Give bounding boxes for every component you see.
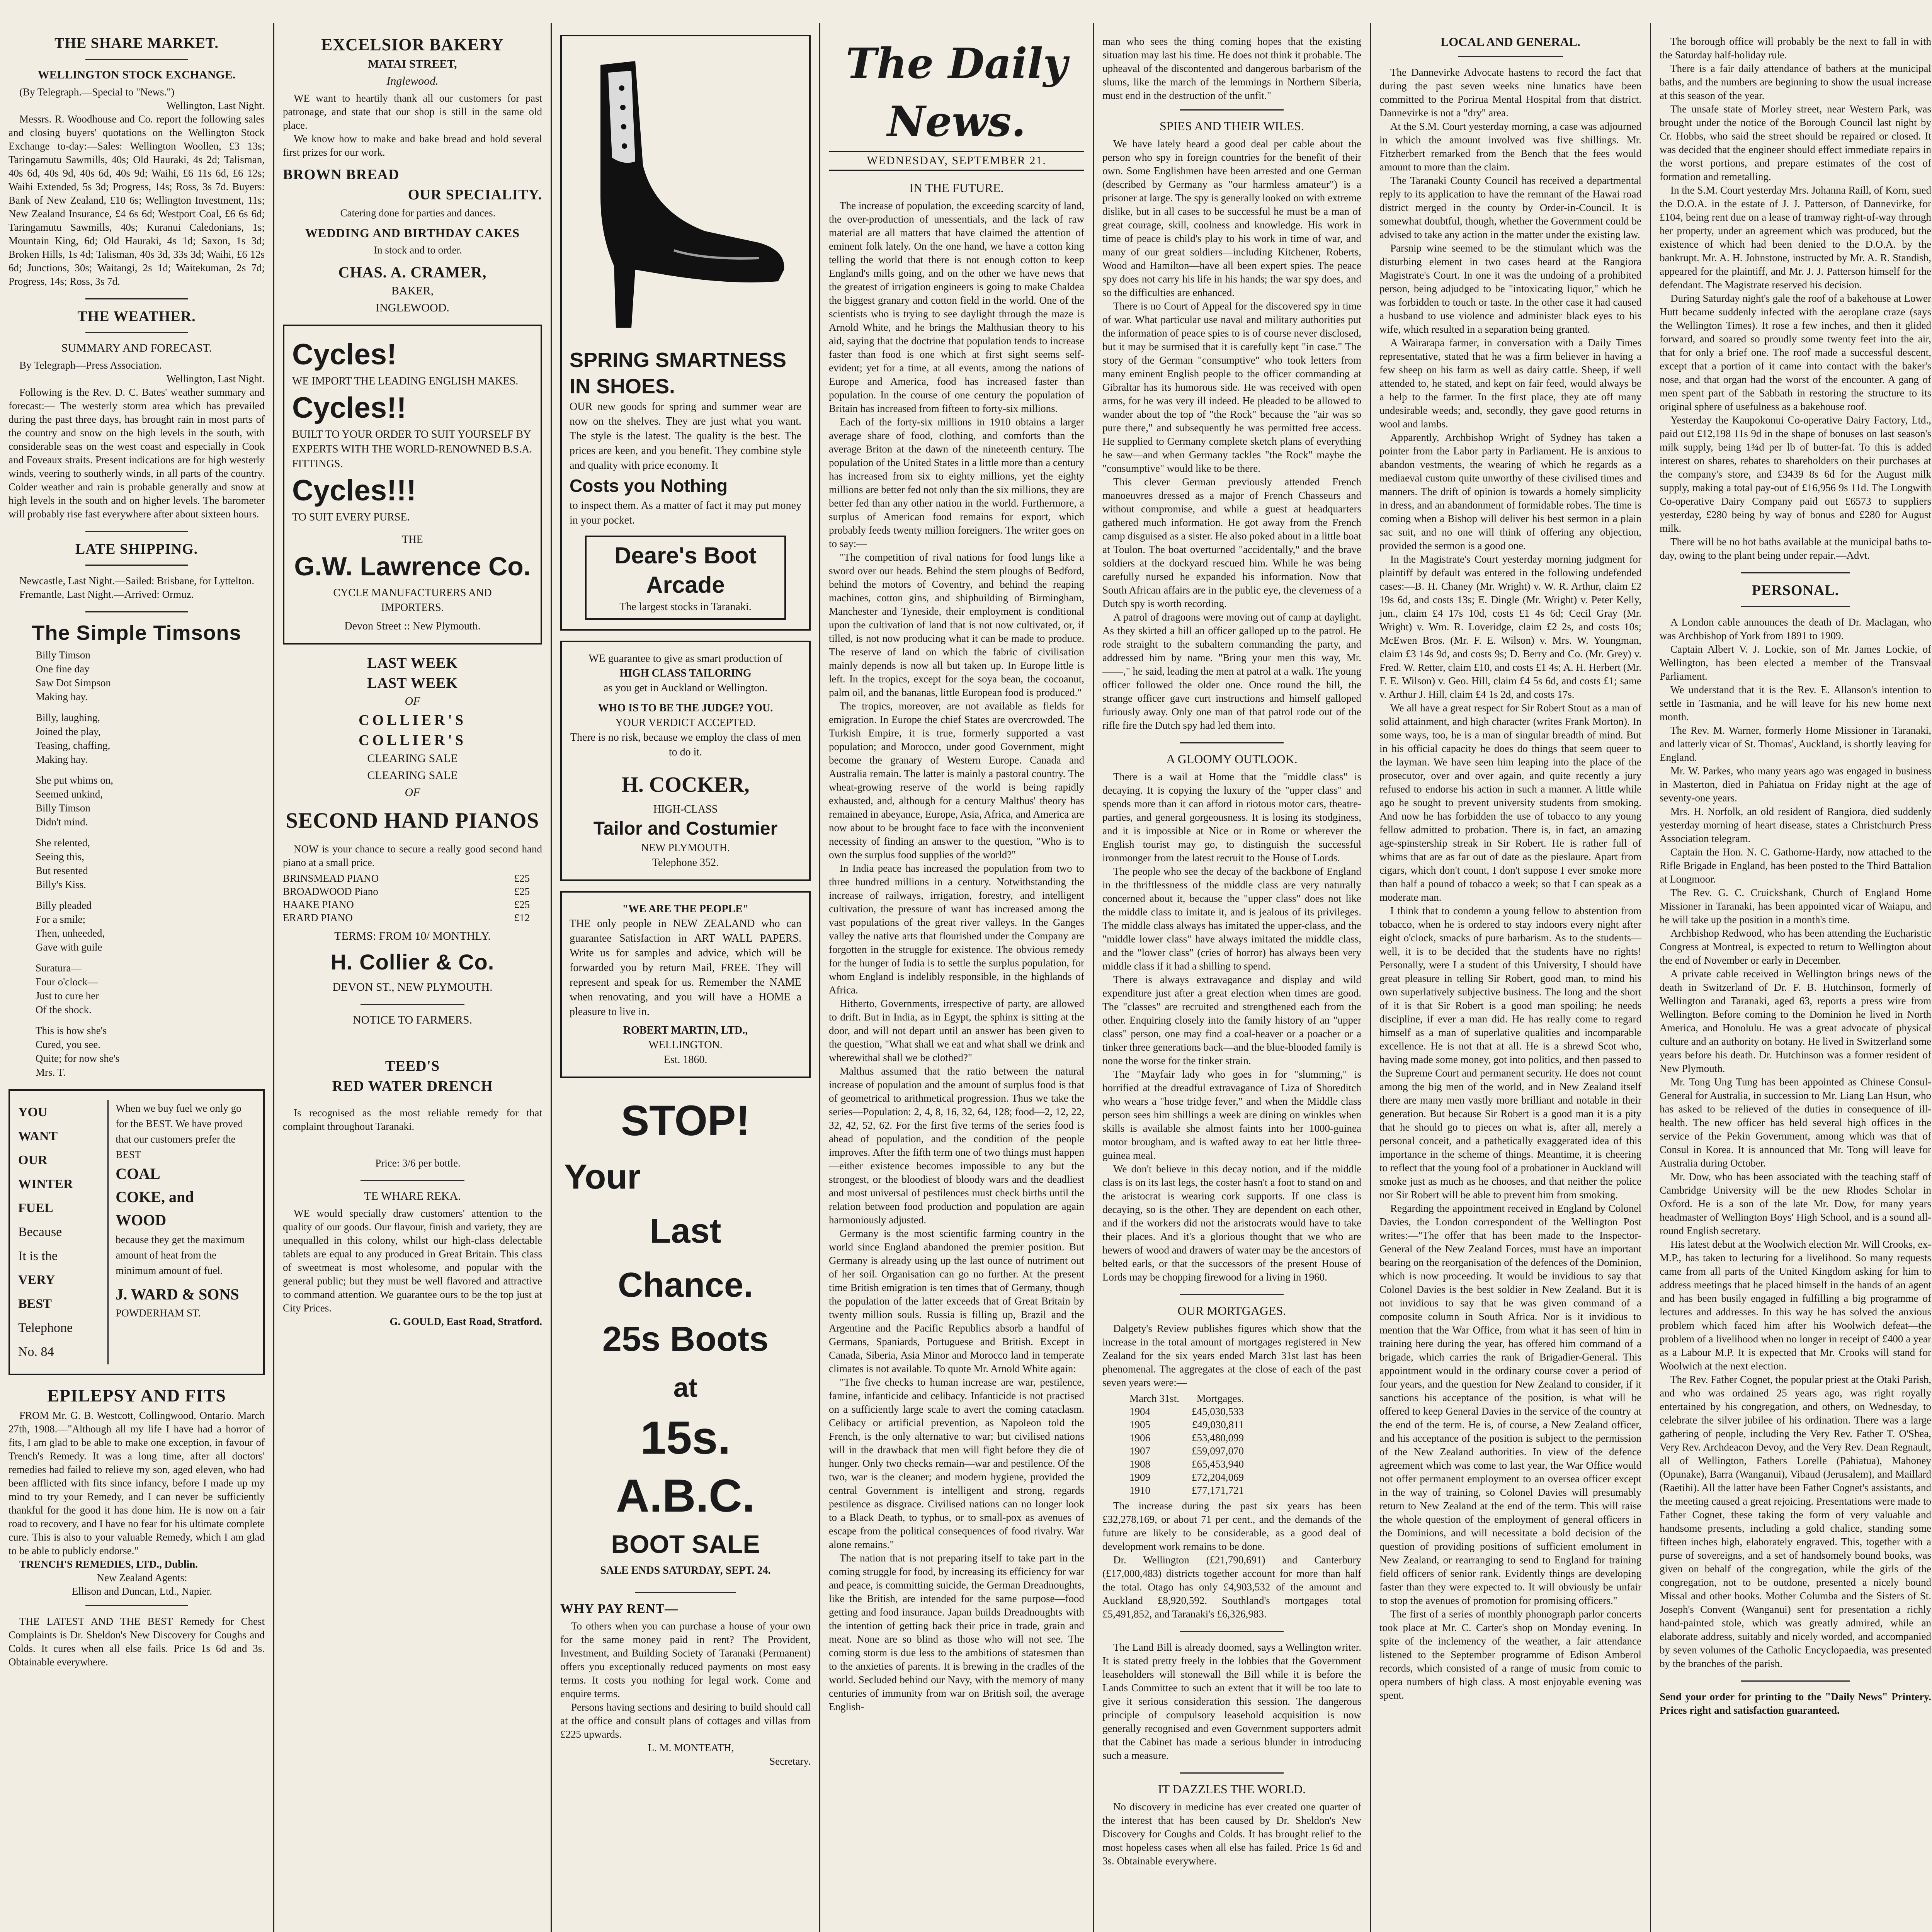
advert-body: WE would specially draw customers' attention to the quality of our goods. Our flavour, finish and variety, they are unequalled in this colony, whilst our high-class delectable tablets are equal to any produced in Great Britain. This class of sweetmeat is most wholesome, and popular with the general public; but they must be well flavored and attractive to command attention. We guarantee ours to be the top just at City Prices. (283, 1208, 542, 1314)
article-paragraph: There is no Court of Appeal for the discovered spy in time of war. What particular use naval and military authorities put the information of peace spies to is of course never disclosed, but it may be surmised that it is carefully kept "in case." The story of the German "consumptive" who took letters from many eminent English people to the officer commanding at Gibraltar has its humorous side. He was received with open arms, for he was very ill indeed. He pleaded to be allowed to wander about the top of "the Rock" because the "air was so pure there," and subsequently he was permitted free access. He supplied to Germany complete sketch plans of everything he saw—and when Germany tackles "the Rock" maybe the "consumptive" would like to be there. (1102, 300, 1361, 474)
dateline: Wellington, Last Night. (166, 373, 265, 384)
masthead-title: The Daily News. (845, 39, 1068, 146)
fuel-right: When we buy fuel we only go for the BEST. We have proved that our customers prefer the BEST COAL COKE, and WOOD because they get the maximum amount of heat from the minimum amount of fuel. J. WARD & SONS POWDERHAM ST. (108, 1100, 255, 1364)
poem-stanza: She relented, Seeing this, But resented Billy's Kiss. (36, 837, 90, 890)
pianos-line: OF (405, 695, 420, 707)
epilepsy-advert (9, 1385, 265, 1669)
advert-body: FROM Mr. G. B. Westcott, Collingwood, Ontario. March 27th, 1908.—"Although all my life I have had a horror of fits, I am glad to be able to make one exception, in favour of Trench's Remedy. It was a long time, after all doctors' remedies had failed to relieve my son, aged eleven, who had been afflicted with fits since infancy, before I made up my mind to try your Remedy, and I can never be sufficiently thankful for the good it has done him. He is now on a fair road to recovery, and I have no fear for his ultimate complete cure. This is also to your valuable Remedy, which I am glad to be able to publicly endorse." (9, 1410, 265, 1556)
advert-body: In stock and to order. (374, 244, 462, 256)
cycles-town: New Plymouth. (412, 620, 481, 632)
poem-title: The Simple Timsons (32, 621, 242, 645)
tailor-text: There is no risk, because we employ the class of men to do it. (570, 731, 801, 758)
shoe-illustration (577, 49, 794, 343)
column-2 (274, 35, 551, 1932)
pianos-line: OF (405, 786, 420, 799)
wallpaper-est: Est. 1860. (663, 1054, 707, 1066)
cycles-heading: Cycles! (292, 338, 397, 371)
news-item: There will be no hot baths available at the municipal baths to-day, owing to the plant being under repair.—Advt. (1660, 536, 1931, 561)
column-1 (0, 35, 273, 1932)
bakery-name: EXCELSIOR BAKERY (321, 35, 504, 54)
section-title: THE SHARE MARKET. (54, 35, 219, 51)
divider (1180, 1631, 1284, 1632)
cycles-text: BUILT TO YOUR ORDER TO SUIT YOURSELF BY EXPERTS WITH THE WORLD-RENOWNED B.S.A. FITTINGS. (292, 429, 532, 470)
divider (85, 332, 188, 333)
personal-item: Mr. W. Parkes, who many years ago was engaged in business in Masterton, died in Pahiatua on Friday night at the age of seventy-one years. (1660, 765, 1931, 804)
article-paragraph: The people who see the decay of the backbone of England in the thriftlessness of the middle class are very naturally concerned about it, because the "upper class" does not like the middle class to imitate it, and is jealous of its privileges. The middle class always has imitated the upper-class, and the "middle lower class" have always imitated the middle class, and the "lower class" (cries of horror) has always been very middle class if it had a shilling to spend. (1102, 866, 1361, 972)
pianos-line: COLLIER'S (359, 732, 466, 748)
news-item: Parsnip wine seemed to be the stimulant which was the disturbing element in two cases heard at the Rangiora Magistrate's Court. In one it was the undoing of a prohibited person, being adjudged to be "intoxicating liquor," which he was forbidden to touch or taste. In the other case it had caused a husband to use violence and administer black eyes to his wife, which resulted in a separation being granted. (1379, 242, 1641, 335)
shipping-line: Fremantle, Last Night.—Arrived: Ormuz. (19, 588, 194, 600)
boot-sale-line: Last (650, 1212, 721, 1250)
tailor-text: as you get in Auckland or Wellington. (603, 682, 768, 694)
land-bill (1102, 1641, 1361, 1762)
fuel-firm: J. WARD & SONS (116, 1286, 239, 1303)
tailor-firm: H. COCKER, (621, 773, 750, 797)
cycles-role: IMPORTERS. (381, 602, 444, 614)
dateline: Wellington, Last Night. (166, 100, 265, 111)
shoes-cost: Costs you Nothing (570, 476, 728, 496)
divider (1458, 56, 1563, 57)
news-item: The unsafe state of Morley street, near Western Park, was brought under the notice of the Borough Council last night by Cr. Hobbs, who said the street should be repaired or closed. It was decided that the engineer should effect immediate repairs in the worst portions, and prepare estimates of the cost of formation and remetalling. (1660, 103, 1931, 182)
in-the-future (829, 181, 1084, 1714)
piano-row: BRINSMEAD PIANO £25 (283, 872, 530, 884)
advert-body: WE want to heartily thank all our customers for past patronage, and state that our shop is still in the same old place. (283, 92, 542, 131)
column-6 (1371, 35, 1650, 1932)
tailor-phone: Telephone 352. (652, 857, 719, 869)
advert-body: No discovery in medicine has ever created one quarter of the interest that has been caused by Dr. Sheldon's New Discovery for Coughs and Colds. It has brought relief to the most hopeless cases when all else has failed. Price 1s 6d and 3s. Obtainable everywhere. (1102, 1801, 1361, 1867)
wallpaper-title: "WE ARE THE PEOPLE" (622, 903, 749, 915)
divider (85, 298, 188, 299)
article-paragraph: Malthus assumed that the ratio between the natural increase of population and the amount of surplus food is that of geometrical to arithmetical progression. Thus we take the series—Population: 2, 4, 8, 16, 32, 64, 128; food—2, 12, 22, 32, 42, 52, 62. For the first five terms of the series food is ahead of population, and the condition of the people improves. After the fifth term one of two things must happen—either existence becomes impossible to any but the strongest, or the bloodiest of bloody wars and the deadliest and most universal of pestilences must check births until the relation between food production and population are again harmoniously adjusted. (829, 1065, 1084, 1226)
column-4 (820, 35, 1093, 1932)
advert-body: Is recognised as the most reliable remedy for that complaint throughout Taranaki. (283, 1107, 542, 1132)
cycles-heading: Cycles!! (292, 391, 406, 424)
table-row: 1905 £49,030,811 (1129, 1419, 1244, 1430)
personal-item: A private cable received in Wellington brings news of the death in Switzerland of Dr. F. B. Hutchinson, formerly of Wellington and Taranaki, aged 63, reports a press wire from Wellington. Before coming to the Dominion he lived in North America, and Honolulu. He was a great advocate of physical culture and an authority on botany. He lived in Switzerland some years before his death. Dr. Hutchinson was a former resident of New Plymouth. (1660, 968, 1931, 1074)
personal-item: A London cable announces the death of Dr. Maclagan, who was Archbishop of York from 1891 to 1909. (1660, 616, 1931, 641)
mortgage-table (1129, 1392, 1256, 1497)
rent-sign: L. M. MONTEATH, (648, 1742, 734, 1753)
article-paragraph: "The competition of rival nations for food lungs like a sword over our heads. Behind the stern ploughs of Bedford, behind the motors of Coventry, and behind the reaping machines, cotton gins, and shipbuilding of Birmingham, Manchester and Tyneside, their employment is conditional upon the cultivation of land that is not now cultivated, or, if tilled, is not now producing what it can be made to produce. The reserve of land on which the fabric of civilisation mainly depends is now all but taken up. In Europe little is left. In the tropics, except for the soya bean, the cocoanut, palm oil, and the bananas, little European food is produced." (829, 551, 1084, 698)
shipping-line: Newcastle, Last Night.—Sailed: Brisbane, for Lyttelton. (19, 575, 255, 587)
piano-row: ERARD PIANO £12 (283, 912, 530, 923)
article-paragraph: This clever German previously attended French manoeuvres dressed as a major of French Chasseurs and without compromise, and while a guest at headquarters gathered much information. He got away from the French camp disguised as a sister. He also poked about in a little boat at Toulon. The boat overturned "accidentally," and the brave soldiers at the dockyard rescued him. While he was being carefully nursed he expanded his information. Now that South African affairs are in the public eye, the cleverness of a Dutch spy is worth recording. (1102, 476, 1361, 609)
advert-body: We know how to make and bake bread and hold several first prizes for our work. (283, 133, 542, 158)
poem-stanza: Billy, laughing, Joined the play, Teasing, chaffing, Making hay. (36, 712, 111, 765)
boot-sale-line: Chance. (617, 1266, 753, 1304)
section-subtitle: SUMMARY AND FORECAST. (61, 342, 212, 354)
column-3 (552, 35, 819, 1932)
table-row: 1906 £53,480,099 (1129, 1432, 1244, 1444)
table-header: March 31st. Mortgages. (1129, 1393, 1244, 1404)
personal-item: Captain the Hon. N. C. Gathorne-Hardy, now attached to the Rifle Brigade in England, has been posted to the Third Battalion at Longmoor. (1660, 846, 1931, 885)
boot-sale-stop: STOP! (621, 1097, 750, 1145)
article-paragraph: The tropics, moreover, are not available as fields for emigration. In Europe the chief States are overcrowded. The Turkish Empire, it is true, formerly supported a vast population; and Morocco, under good Government, might become the granary of Western Europe. Canada and Australia remain. The latter is mainly a pastoral country. The wheat-growing reserve of the world is being rapidly exhausted, and, although for a century Malthus' theory has remained in abeyance, Europe, Asia, Africa, and America are now about to be brought face to face with the inconvenient necessity of finding an answer to the question, "Who is to own the surplus food supplies of the world?" (829, 700, 1084, 861)
bakery-line: WEDDING AND BIRTHDAY CAKES (305, 226, 520, 240)
divider (1180, 1294, 1284, 1295)
tailor-text: HIGH CLASS TAILORING (619, 667, 752, 679)
shoes-tag: The largest stocks in Taranaki. (619, 601, 752, 613)
boot-sale-line: 25s Boots (602, 1320, 769, 1359)
bakery-role: BAKER, (391, 284, 434, 297)
shoes-inspect: to inspect them. As a matter of fact it may put money in your pocket. (570, 500, 801, 526)
article-paragraph: We have lately heard a good deal per cable about the person who spy in foreign countries for the benefit of their own. Some Englishmen have been arrested and one German (described by Germany as "our harmless amateur") is a prisoner at large. The spy is generally looked on with extreme dislike, but in all cases to be successful he must be a man of great courage, skill, coolness and knowledge. His work in time of peace is child's play to his work in time of war, and many of our great soldiers—including Kitchener, Roberts, Wood and Hamilton—have all been expert spies. The peace spy does not carry his life in his hands; the war spy does, and so the difficulties are enhanced. (1102, 138, 1361, 298)
pianos-advert (283, 655, 542, 994)
section-title: LATE SHIPPING. (75, 541, 198, 557)
divider (85, 531, 188, 532)
farmers-advert (283, 1014, 542, 1170)
pianos-line: CLEARING SALE (367, 769, 458, 782)
gloomy-article (1102, 752, 1361, 1284)
wallpaper-body: THE only people in NEW ZEALAND who can guarantee Satisfaction in ART WALL PAPERS. Write us for samples and advice, which will be forwarded you by return Mail, FREE. They will represent and speak for us. Remember the NAME when renovating, and you will have a HOME a pleasure to live in. (570, 918, 801, 1018)
article-title: IT DAZZLES THE WORLD. (1158, 1782, 1306, 1796)
bakery-street: MATAI STREET, (368, 58, 457, 70)
news-item: The Taranaki County Council has received a departmental reply to its application to have the remnant of the Hawai road district merged in the county by Order-in-Council. It is somewhat doubtful, though, whether the Government could be advised to take any action in the matter under the existing law. (1379, 175, 1641, 240)
divider (361, 1004, 464, 1005)
personal-item: Mr. Tong Ung Tung has been appointed as Chinese Consul-General for Australia, in succession to Mr. Liang Lan Hsun, who has asked to be relieved of the duties in consequence of ill-health. The new officer has held several high offices in the service of the Pekin Government, among which was that of Consul in Korea. It is announced that Mr. Tong will leave for Australia during October. (1660, 1076, 1931, 1169)
agents: Ellison and Duncan, Ltd., Napier. (72, 1585, 212, 1597)
article-paragraph: The increase during the past six years has been £32,278,169, or about 71 per cent., and the demands of the future are likely to be considerable, as a good deal of development work remains to be done. (1102, 1500, 1361, 1552)
reka-advert (283, 1190, 542, 1328)
pianos-line: LAST WEEK (367, 675, 458, 691)
wallpaper-town: WELLINGTON. (648, 1039, 723, 1051)
abc-boot-sale (560, 1088, 811, 1582)
farmers-price: Price: 3/6 per bottle. (375, 1157, 461, 1169)
late-shipping (9, 541, 265, 601)
article-paragraph: Hitherto, Governments, irrespective of party, are allowed to drift. But in India, as in Egypt, the sphinx is sitting at the door, and will not depart until an answer has been given to the question, "What shall we eat and what shall we drink and wherewithal shall we be clothed?" (829, 998, 1084, 1063)
advert-body: Persons having sections and desiring to build should call at the office and consult plans of cottages and villas from £225 upwards. (560, 1701, 811, 1740)
personal (1660, 582, 1931, 1670)
byline: By Telegraph—Press Association. (19, 359, 162, 371)
article-paragraph: A patrol of dragoons were moving out of camp at daylight. As they skirted a hill an officer galloped up to the patrol. He rode straight to the subaltern commanding the party, and addressed him by name. "Bring your men this way, Mr. ——," he said, leading the men at patrol at a walk. The young officer followed the older one. Once round the hill, the strange officer gave curt instructions and himself galloped furiously away. Only one man of that patrol rode out of the rifle fire the Dutch spy had led them into. (1102, 611, 1361, 731)
news-item: At the S.M. Court yesterday morning, a case was adjourned in which the amount involved was five shillings. Mr. Fitzherbert remarked from the Bench that the fees would amount to more than the claim. (1379, 121, 1641, 173)
shoes-firm: Deare's Boot Arcade (614, 543, 757, 598)
tailor-town: NEW PLYMOUTH. (641, 842, 730, 854)
column-7 (1651, 35, 1932, 1932)
reka-sign: G. GOULD, East Road, Stratford. (389, 1316, 542, 1327)
boot-sale-line: at (673, 1372, 698, 1403)
divider (85, 565, 188, 566)
divider (1180, 1772, 1284, 1774)
table-row: 1910 £77,171,721 (1129, 1485, 1244, 1496)
news-item: I think that to condemn a young fellow to abstention from tobacco, when he is ordered to stay indoors every night after eight o'clock, smacks of pure barbarism. As to the students—well, it is to be decided that the students have no rights! Personally, were I a student of this University, I should have great pleasure in telling Sir Robert, good man, to mind his own superlatively subjective business. The long and the short of it is that Sir Robert is a good man spoiling; he needs discipline, if ever a man did. He has really come to regard himself as a man of superlative qualities and incomparable excellence. He is not that at all. He is a shrewd Scot who, having made some money, got into politics, and then passed to the Supreme Court and permanent security. He does not count among the big men of the world, and in New Zealand itself there are many men vastly more brilliant and notable in their generation. But because Sir Robert is a good man it is a pity that he should go to pieces on what is, after all, merely a personal conceit, and a pathetically exaggerated idea of this importance in the scheme of things. Meantime, it is cheering to reflect that the young fool of a probationer in Auckland will smoke just as much as he chooses, and that neither the police nor Sir Robert will be able to prevent him from smoking. (1379, 905, 1641, 1201)
rent-title: WHY PAY RENT— (560, 1602, 679, 1616)
rent-role: Secretary. (769, 1755, 811, 1767)
bakery-owner: CHAS. A. CRAMER, (338, 264, 487, 281)
local-and-general (1379, 35, 1641, 1702)
cycles-street: Devon Street (344, 620, 401, 632)
agents-title: New Zealand Agents: (97, 1572, 187, 1583)
article-paragraph: Dalgety's Review publishes figures which show that the increase in the total amount of mortgages registered in New Zealand for the six years ended March 31st last has been phenomenal. The aggregates at the close of each of the past seven years were:— (1102, 1323, 1361, 1388)
article-paragraph: Each of the forty-six millions in 1910 obtains a larger average share of food, clothing, and comforts than the average Briton at the dawn of the nineteenth century. The population of the United States in a little more than a century has increased from six to eighty millions, yet the eighty millions are better fed not only than the six millions, they are better fed than any other nation in the world. Furthermore, a surplus of American food remains for export, which probably feeds twenty million foreigners. The writer goes on to say:— (829, 416, 1084, 549)
shoes-body: OUR new goods for spring and summer wear are now on the shelves. They are just what you want. The style is the latest. The quality is the best. The prices are keen, and you benefit. They combine style and quality with price economy. It (570, 401, 801, 471)
piano-row: BROADWOOD Piano £25 (283, 886, 530, 897)
divider (635, 1592, 735, 1593)
article-title: SPIES AND THEIR WILES. (1160, 119, 1304, 133)
wallpaper-advert (560, 891, 811, 1078)
local-and-general-continued (1660, 35, 1931, 562)
byline: (By Telegraph.—Special to "News.") (19, 86, 175, 98)
shoes-title: SPRING SMARTNESS IN SHOES. (570, 349, 787, 398)
divider (85, 611, 188, 612)
personal-item: The Rev. G. C. Cruickshank, Church of England Home Missioner in Taranaki, has been appointed vicar of Waiapu, and he will take up the position in a month's time. (1660, 887, 1931, 925)
piano-price-table (283, 872, 542, 924)
cycles-role: CYCLE MANUFACTURERS AND (333, 587, 492, 599)
personal-item: His latest debut at the Woolwich election Mr. Will Crooks, ex-M.P., has taken to lecturing for a livelihood. So many requests came from all parts of the United Kingdom asking for him to address meetings that he placed himself in the hands of an agent and has been busily engaged in fulfilling a big programme of lectures and addresses. In this way he has solved the anxious problem which faced him after his Woolwich defeat—the problem of a livelihood when no longer in receipt of £400 a year as a Labour M.P. It is expected that Mr. Crooks will stand for Woolwich at the next election. (1660, 1238, 1931, 1372)
cycles-the: THE (402, 534, 423, 546)
pianos-line: LAST WEEK (367, 655, 458, 671)
weather (9, 308, 265, 521)
wallpaper-firm: ROBERT MARTIN, LTD., (623, 1024, 748, 1036)
table-row: 1904 £45,030,533 (1129, 1406, 1244, 1417)
article-paragraph: "The five checks to human increase are war, pestilence, famine, infanticide and celibacy. Infanticide is not practised on a sufficiently large scale to avert the coming cataclasm. Celibacy or artificial prevention, as Napoleon told the French, is the only alternative to war; but civilised nations will in the drawback that men will fight before they die of hunger. Only two checks remain—war and pestilence. Of the two, war is the cleaner; and modern hygiene, provided the central Government is intelligent and strong, regards pestilence as disgrace. Civilised nations can no longer look to a Black Death, to typhus, or to small-pox as avenues of escape from the political consequences of food rivalry. War alone remains." (829, 1376, 1084, 1550)
bakery-line: BROWN BREAD (283, 167, 400, 183)
fuel-advert (9, 1089, 265, 1375)
column-5 (1094, 35, 1370, 1932)
news-item: In the Magistrate's Court yesterday morning judgment for plaintiff by default was entered in the following undefended cases:—B. H. Chaney (Mr. Wright) v. W. R. Arthur, claim £2 19s 6d, and costs 13s; E. Dingle (Mr. Wright) v. Peter Kelly, jun., claim £4 17s 10d, costs £1 4s 6d; Cecil Gray (Mr. Wright) v. Wm. R. Loveridge, claim £2 2s, and costs 10s; McEwen Bros. (Mr. F. E. Wilson) v. Mrs. W. Youngman, claim £3 14s 9d, and costs 9s; D. Berry and Co. (Mr. Grey) v. Fred. W. Retter, claim £10, and costs £1 4s; A. H. Herbert (Mr. F. E. Wilson) v. Geo. Hill, claim £4 5s 6d, and costs £1; same v. Arthur J. Hill, claim £4 1s 2d, and costs 17s. (1379, 553, 1641, 700)
boot-sale-price: 15s. (640, 1412, 731, 1464)
cycles-heading: Cycles!!! (292, 474, 416, 507)
mortgages-article (1102, 1304, 1361, 1621)
personal-item: Mrs. H. Norfolk, an old resident of Rangiora, died suddenly yesterday morning of heart disease, states a Christchurch Press Association telegram. (1660, 806, 1931, 844)
poem-stanza: Suratura— Four o'clock— Just to cure her Of the shock. (36, 962, 99, 1015)
boot-sale-ends: SALE ENDS SATURDAY, SEPT. 24. (600, 1565, 771, 1577)
article-paragraph: The nation that is not preparing itself to take part in the coming struggle for food, by increasing its efficiency for war and peace, is committing suicide, the German Dreadnoughts, like the British, are intended for the same purpose—food getting and food insurance. Japan builds Dreadnoughts with the intention of getting back their price in trade, grain and meat. None are so blind as those who will not see. The coming storm is due less to the ambitions of statesmen than to the anxieties of parents. It is brewing in the cradles of the world. Secluded behind our Navy, with the memory of many centuries of immunity from war on British soil, the average English- (829, 1552, 1084, 1713)
news-item: During Saturday night's gale the roof of a bakehouse at Lower Hutt became suddenly infected with the aeroplane craze (says the Wellington Times). It rose a few inches, and then it glided forward, and soared so proudly some twenty feet into the air, that for only a brief one. The roof made a successful descent, except that a portion of it came into contact with the baker's nose, and that organ had the worst of the encounter. A gang of men spent part of the Sabbath in restoring the structure to its original sphere of usefulness as a bakehouse roof. (1660, 293, 1931, 412)
divider (1741, 606, 1850, 607)
tailor-role: Tailor and Costumier (593, 818, 778, 839)
divider (85, 59, 188, 60)
pianos-title: SECOND HAND PIANOS (286, 809, 539, 833)
table-row: 1908 £65,453,940 (1129, 1458, 1244, 1470)
printery-notice: Send your order for printing to the "Daily News" Printery. Prices right and satisfaction guaranteed. (1660, 1691, 1931, 1716)
news-item: Yesterday the Kaupokonui Co-operative Dairy Factory, Ltd., paid out £12,198 11s 9d in the shape of bonuses on last season's milk supply, being 1¾d per lb of butter-fat. To this is added interest on shares, rebates to shareholders on their purchases at the company's store, and £3439 8s 6d for the August milk supply, making a total pay-out of £16,956 9s 11d. The Longwith Co-operative Dairy Company paid out £6573 to suppliers yesterday, £280 being by way of bonus and £280 for August milk. (1660, 414, 1931, 534)
spies-article (1102, 119, 1361, 732)
article-title: A GLOOMY OUTLOOK. (1166, 752, 1298, 766)
masthead (829, 35, 1084, 171)
news-item: The Dannevirke Advocate hastens to record the fact that during the past seven weeks nine lunatics have been committed to the Porirua Mental Hospital from that district. Dannevirke is not a "dry" area. (1379, 66, 1641, 119)
dazzle-advert (1102, 1782, 1361, 1868)
news-item: Regarding the appointment received in England by Colonel Davies, the London correspondent of the Wellington Post writes:—"The offer that has been made to the Inspector-General of the New Zealand Forces, must have an important bearing on the reorganisation of the defences of the Dominion, which is now proceeding. It would be invidious to say that Colonel Davies is the best soldier in New Zealand. But it is not invidious to say that he was given command of a composite column in South Africa. Nor is it invidious to mention that the War Office, from what it has seen of him in training here during the year, has offered him command of a brigade, which carries the rank of Brigadier-General. This appointment would in the ordinary course cover a period of four years, and the question for New Zealand to consider, if it sanctions his acceptance of the position, is what will be offered to keep General Davies in the service of the country at the end of the term. He is, of course, a New Zealand officer, and his acceptance of the position is subject to the permission of the New Zealand authorities. In view of the defence agreement which was come to last year, the War Office would not offer permanent employment to an oversea officer except in the way of training, so Colonel Davies will presumably return to New Zealand at the end of the term. This will raise the whole question of the employment of general officers in the Dominions, and will necessitate a bold decision of the question of providing positions of sufficient emolument in New Zealand, or rearranging to send to England for training field officers of senior rank. Evidently things are developing faster than they were expected to. It will obviously be unfair to stop the avenues of promotion for promising officers." (1379, 1202, 1641, 1606)
farmers-firm: TEED'S (385, 1058, 440, 1074)
article-paragraph: There is always extravagance and display and wild expenditure just after a great election when times are good. The "classes" are recruited and strengthened each from the other. Enquiring closely into the family history of an "upper class" person, one may find a coal-heaver or a poacher or a tinker three generations back—and the blue-blooded family is none the worse for the tinker strain. (1102, 974, 1361, 1066)
news-item: We all have a great respect for Sir Robert Stout as a man of solid attainment, and high character (writes Frank Morton). In some ways, too, he is a man of singular breadth of mind. But in his official capacity he does do things that seem queer to the layman. We have seen him leaping into the place of the prosecutor, over and over again, and quite recently a jury refused to endorse his action in such a manner. A little while ago he sought to prevent university students from smoking. And now he has forbidden the use of tobacco to any young fellow admitted to probation. There is, in fact, an amazing age-spinstership streak in Sir Robert. He is rather full of whims that are as far out of date as the pieslaure. Apart from cigars, which don't count, I don't suppose I ever smoke more than half a pound of tobacco a week; so that I can speak as a moderate man. (1379, 702, 1641, 903)
farmers-product: RED WATER DRENCH (332, 1078, 493, 1094)
article-paragraph: Germany is the most scientific farming country in the world since England abandoned the premier position. But Germany is already using up the last ounce of nutriment out of her soil. Organisation can go no further. At the present time British emigration is ten times that of Germany, though the population of the latter exceeds that of Great Britain by twenty million souls. Russia is filling up, Brazil and the Argentine and the Pacific Republics absorb a handful of Germans, Spaniards, Portuguese and British. Except in Canada, Siberia, Asia Minor and Morocco land in temperate climates is not available. To quote Mr. Arnold White again: (829, 1228, 1084, 1374)
pianos-line: CLEARING SALE (367, 752, 458, 765)
pianos-line: COLLIER'S (359, 712, 466, 728)
reka-title: TE WHARE REKA. (364, 1190, 461, 1202)
advert-firm: TRENCH'S REMEDIES, LTD., Dublin. (19, 1558, 198, 1570)
article-title: IN THE FUTURE. (909, 181, 1004, 195)
news-item: The borough office will probably be the next to fall in with the Saturday half-holiday rule. (1660, 36, 1931, 61)
boot-sale-title: BOOT SALE (611, 1530, 760, 1558)
tailor-question: WHO IS TO BE THE JUDGE? YOU. (598, 702, 773, 714)
tailor-text: YOUR VERDICT ACCEPTED. (615, 717, 756, 729)
pianos-firm: H. Collier & Co. (330, 950, 495, 974)
personal-item: The Rev. Father Cognet, the popular priest at the Otaki Parish, and who was ordained 25 years ago, was right royally entertained by his congregation, and others, on Wednesday, to celebrate the silver jubilee of his ordination. There was a large gathering of people, including the Very Rev. Father T. O'Shea, Very Rev. Archdeacon Devoy, and the Very Rev. Dean Regnault, all of Wellington, Fathers Lorelle (Pahiatua), Mahoney (Opunake), Barra (Wanganui), Vibaud (Jerusalem), and Maillard (Raetihi). All the latter have been Father Cognet's assistants, and the meeting caused a great rejoicing. Presentations were made to Father Cognet, these taking the form of very valuable and handsome presents, including a gold chalice, standing some fifteen inches high, elaborately engraved. This, together with a purse of sovereigns, and a set of handsomely bound books, was given on behalf of the congregation, while the girls of the congregation, not to be outdone, presented a nicely bound Missal and other books. Mother Columba and the Sisters of St. Joseph's Convent (Wanganui) sent for presentation a richly hand-painted stole, which was greatly admired, while an elaborate address, suitably and nicely worded, and accompanied by seven volumes of the Catholic Encyclopaedia, was presented by the branches of the parish. (1660, 1374, 1931, 1669)
news-item: Apparently, Archbishop Wright of Sydney has taken a pointer from the Labor party in Parliament. He is anxious to abandon vestments, the wearing of which he regards as a mediaeval custom quite unworthy of these civilised times and manners. The drift of opinion is towards a homely simplicity in dress, and an abandonment of formidable robes. The time is coming when a Bishop will deliver his best sermon in a plain sac suit, and no one will think of offering any objection, provided the sermon is a good one. (1379, 432, 1641, 551)
fuel-table (18, 1100, 255, 1364)
section-title: THE WEATHER. (77, 308, 196, 325)
tailor-advert (560, 641, 811, 881)
bakery-line: OUR SPECIALITY. (408, 187, 542, 203)
table-row: 1909 £72,204,069 (1129, 1471, 1244, 1483)
remedy-advert: THE LATEST AND THE BEST Remedy for Chest Complaints is Dr. Sheldon's New Discovery for Coughs and Colds. It cures when all else fails. Price 1s 6d and 3s. Obtainable everywhere. (9, 1616, 265, 1668)
article-continuation: man who sees the thing coming hopes that the existing situation may last his time. He does not think it probable. The upheaval of the discontented and dangerous barbarism of the slums, like the march of the lemmings in Northern Siberia, must end in the destruction of the unfit." (1102, 36, 1361, 101)
poem-stanza: Billy Timson One fine day Saw Dot Simpson Making hay. (36, 649, 111, 702)
shoes-firm-box (585, 536, 786, 620)
bakery-owner-town: INGLEWOOD. (376, 301, 449, 314)
piano-row: HAAKE PIANO £25 (283, 899, 530, 910)
divider (1180, 109, 1284, 111)
news-item: A Wairarapa farmer, in conversation with a Daily Times representative, stated that he was a firm believer in having a few sheep on his farm as well as dairy cattle. Sheep, if well attended to, he stated, and kept on fair feed, would always be a help to the farmer. In the first place, they ate off many undesirable weeds; and, secondly, they gave good returns in wool and lambs. (1379, 337, 1641, 430)
article-title: OUR MORTGAGES. (1177, 1304, 1286, 1318)
cycles-advert: Cycles! WE IMPORT THE LEADING ENGLISH MAKES. Cycles!! BUILT TO YOUR ORDER TO SUIT YOURSELF BY EXPERTS WITH THE WORLD-RENOWNED B.S.A. FITTINGS. Cycles!!! TO SUIT EVERY PURSE. THE G.W. Lawrence Co. CYCLE MANUFACTURERS AND IMPORTERS. Devon Street :: New Plymouth. (283, 325, 542, 645)
poem-stanza: She put whims on, Seemed unkind, Billy Timson Didn't mind. (36, 774, 114, 828)
article-paragraph: The "Mayfair lady who goes in for "slumming," is horrified at the dreadful extravagance of Liza of Shoreditch who wears a "hose tridge fever," and when the Middle class person sees him shillings a week are dining on winkles when skills is available she almost faints into her 1000-guinea motor brougham, and is wafted away to eat her little three-guinea meal. (1102, 1068, 1361, 1161)
shoes-advert (560, 35, 811, 631)
tailor-text: WE guarantee to give as smart production of (588, 653, 782, 665)
article-paragraph: Dr. Wellington (£21,790,691) and Canterbury (£17,000,483) districts together account for more than half the total. Otago has only £4,903,532 of the amount and Auckland £8,920,592. Southland's mortgages total £5,491,852, and Taranaki's £6,326,983. (1102, 1554, 1361, 1620)
personal-item: Archbishop Redwood, who has been attending the Eucharistic Congress at Montreal, is expected to return to Wellington about the end of November or early in December. (1660, 927, 1931, 966)
tailor-role: HIGH-CLASS (653, 803, 718, 815)
article-paragraph: The increase of population, the exceeding scarcity of land, the over-production of unessentials, and the lack of raw material are all matters that have claimed the attention of eminent folk lately. On the one hand, we have a cotton king telling the world that there is not enough cotton to keep England's mills going, and on the other we have news that the greatest of irrigation engineers is going to make Chaldea the biggest granary and cotton field in the world. One of the scientists who is trying to see daylight through the maze is Arnold White, and he brings the Malthusian theory to his aid, saying that the doctrine that population tends to increase faster than food is one which at first sight seems self-evident; yet for a time, at all events, among the nations of Europe and America, food has increased faster than population. In the course of one century the population of Britain has increased from fifteen to forty-six millions. (829, 200, 1084, 414)
advert-body: To others when you can purchase a house of your own for the same money paid in rent? The Provident, Investment, and Building Society of Taranaki (Permanent) offers you exceptionally reduced payments on most easy terms. It costs you nothing for legal work. Come and enquire terms. (560, 1620, 811, 1699)
article-body: Following is the Rev. D. C. Bates' weather summary and forecast:— The westerly storm area which has prevailed during the past three days, has brought rain in most parts of the country and snow on the high levels in the south, with considerable seas on the west coast and especially in Cook and Foveaux straits. Present indications are for high westerly winds, veering to southerly winds, in all parts of the country. Colder weather and rain is probable generally and snow at high levels in the south and on higher levels. The barometer will probably rise fast everywhere after about sixteen hours. (9, 386, 265, 520)
divider (85, 1605, 188, 1606)
section-title: LOCAL AND GENERAL. (1440, 35, 1580, 49)
bakery-advert (283, 35, 542, 315)
masthead-date: WEDNESDAY, SEPTEMBER 21. (829, 151, 1084, 171)
bakery-town: Inglewood. (386, 75, 439, 87)
section-title: PERSONAL. (1752, 582, 1839, 599)
divider (1741, 572, 1850, 573)
section-subtitle: WELLINGTON STOCK EXCHANGE. (37, 68, 236, 81)
news-item: The first of a series of monthly phonograph parlor concerts took place at Mr. C. Carter's shop on Monday evening. In spite of the inclemency of the weather, a fair attendance listened to the September programme of Edison Amberol records, which consisted of a range of music from comic to opera numbers of high class. A most enjoyable evening was spent. (1379, 1608, 1641, 1701)
cycles-text: WE IMPORT THE LEADING ENGLISH MAKES. (292, 375, 519, 387)
cycles-text: TO SUIT EVERY PURSE. (292, 511, 410, 523)
boot-sale-line: Your (564, 1158, 641, 1196)
table-row: 1907 £59,097,070 (1129, 1445, 1244, 1457)
personal-item: We understand that it is the Rev. E. Allanson's intention to settle in Tasmania, and he will leave for his new home next month. (1660, 684, 1931, 723)
divider (361, 1180, 464, 1181)
share-market (9, 35, 265, 288)
advert-body: Catering done for parties and dances. (340, 207, 496, 219)
article-paragraph: There is a wail at Home that the "middle class" is decaying. It is copying the luxury of the "upper class" and spends more than it can afford in riotous motor cars, theatre-parties, and general gorgeousness. It is losing its stodginess, and it is impossible at Nice or in Rome or wherever the English tourist may go, to distinguish the successful ironmonger from the latest recruit to the House of Lords. (1102, 771, 1361, 864)
article-paragraph: The Land Bill is already doomed, says a Wellington writer. It is stated pretty freely in the lobbies that the Government leaseholders will stonewall the Bill while it is before the Lands Committee to such an extent that it will be too late to give it serious consideration this session. The dangerous principle of compulsory leasehold acquisition is now generally recognised and even Government supporters admit that the Cabinet has made a serious blunder in introducing such a measure. (1102, 1641, 1361, 1761)
pianos-address: DEVON ST., NEW PLYMOUTH. (332, 981, 493, 993)
news-item: There is a fair daily attendance of bathers at the municipal baths, and the numbers are beginning to show the usual increase at this season of the year. (1660, 63, 1931, 101)
advert-body: NOW is your chance to secure a really good second hand piano at a small price. (283, 843, 542, 868)
poem (9, 621, 265, 1079)
poem-stanza: This is how she's Cured, you see. Quite; for now she's Mrs. T. (36, 1025, 120, 1078)
article-paragraph: We don't believe in this decay notion, and if the middle class is on its last legs, the coster hasn't a foot to stand on and the aristocrat is wearing cork supports. If one class is decaying, so is the other. They are dependent on each other, and if the workers did not the aristocrats would have to take their places. And it's a glorious thought that we who are hewers of wood and drawers of water may be the ancestors of belted earls, or that the successors of the present House of Lords may be chopping firewood for a living in 1960. (1102, 1163, 1361, 1283)
article-paragraph: In India peace has increased the population from two to three hundred millions in a century. Notwithstanding the increase of railways, irrigation, forestry, and intelligent cultivation, the pressure of want has increased among the vast populations of the great river valleys. In the Ganges valley the native arts that flourished under the Company are forgotten in the struggle for existence. The obvious remedy for the hunger of India is to settle the surplus population, for whom England is indelibly responsible, in the highlands of Africa. (829, 862, 1084, 996)
personal-item: Mr. Dow, who has been associated with the teaching staff of Cambridge University will be the new Rhodes Scholar in Oxford. He is a son of the late Mr. Dow, for many years headmaster of Wellington Boys' High School, and is a sound all-round English secretary. (1660, 1171, 1931, 1236)
advert-title: EPILEPSY AND FITS (47, 1386, 226, 1405)
divider (1741, 1680, 1850, 1682)
pianos-terms: TERMS: FROM 10/ MONTHLY. (334, 930, 491, 942)
divider (1180, 742, 1284, 743)
farmers-notice: NOTICE TO FARMERS. (352, 1014, 473, 1026)
boot-sale-firm: A.B.C. (616, 1470, 755, 1522)
personal-item: The Rev. M. Warner, formerly Home Missioner in Taranaki, and latterly vicar of St. Thomas', Auckland, is shortly leaving for England. (1660, 724, 1931, 763)
cycles-firm: G.W. Lawrence Co. (294, 552, 531, 581)
article-body: Messrs. R. Woodhouse and Co. report the following sales and closing buyers' quotations on the Wellington Stock Exchange to-day:—Sales: Wellington Woollen, £3 13s; Taringamutu Sawmills, 40s; Old Hauraki, 4s 2d; Talisman, 40s 6d, 40s 9d, 40s 6d, 40s 9d; Waihi, £6 11s 6d, £6 12s; Waihi Extended, 5s 3d; Progress, 14s; Ross, 3s 7d. Buyers: Bank of New Zealand, £10 6s; Wellington Investment, 11s; New Zealand Insurance, £4 6s 6d; Westport Coal, £6 6s 6d; Taringamutu Sawmills, 40s; Kuranui Caledonians, 1s; Mountain King, 6d; Old Hauraki, 4s 1d; Saxon, 1s 3d; Broken Hills, 1s 4d; Talisman, 40s 3d, 33s 3d; Waihi, £6 12s 6d; Junctions, 30s; Waitangi, 2s 1d; Waitekuman, 2s 7d; Progress, 14s; Ross, 3s 7d. (9, 113, 265, 287)
poem-stanza: Billy pleaded For a smile; Then, unheeded, Gave with guile (36, 900, 105, 953)
rent-advert (560, 1602, 811, 1768)
news-item: In the S.M. Court yesterday Mrs. Johanna Raill, of Korn, sued the D.O.A. in the estate of J. J. Patterson, of Dannevirke, for £104, being rent due on a lease of tramway right-of-way through her property, under an agreement which was produced, but the existence of which had been denied to the D.O.A. by the bankrupt. Mr. A. H. Johnstone, instructed by Mr. A. R. Standish, appeared for the plaintiff, and Mr. J. J. Patterson himself for the defendant. The Magistrate reserved his decision. (1660, 184, 1931, 291)
fuel-left: YOU WANT OUR WINTER FUEL Because It is the VERY BEST Telephone No. 84 (18, 1100, 108, 1364)
personal-item: Captain Albert V. J. Lockie, son of Mr. James Lockie, of Wellington, has been elected a member of the Transvaal Parliament. (1660, 643, 1931, 682)
